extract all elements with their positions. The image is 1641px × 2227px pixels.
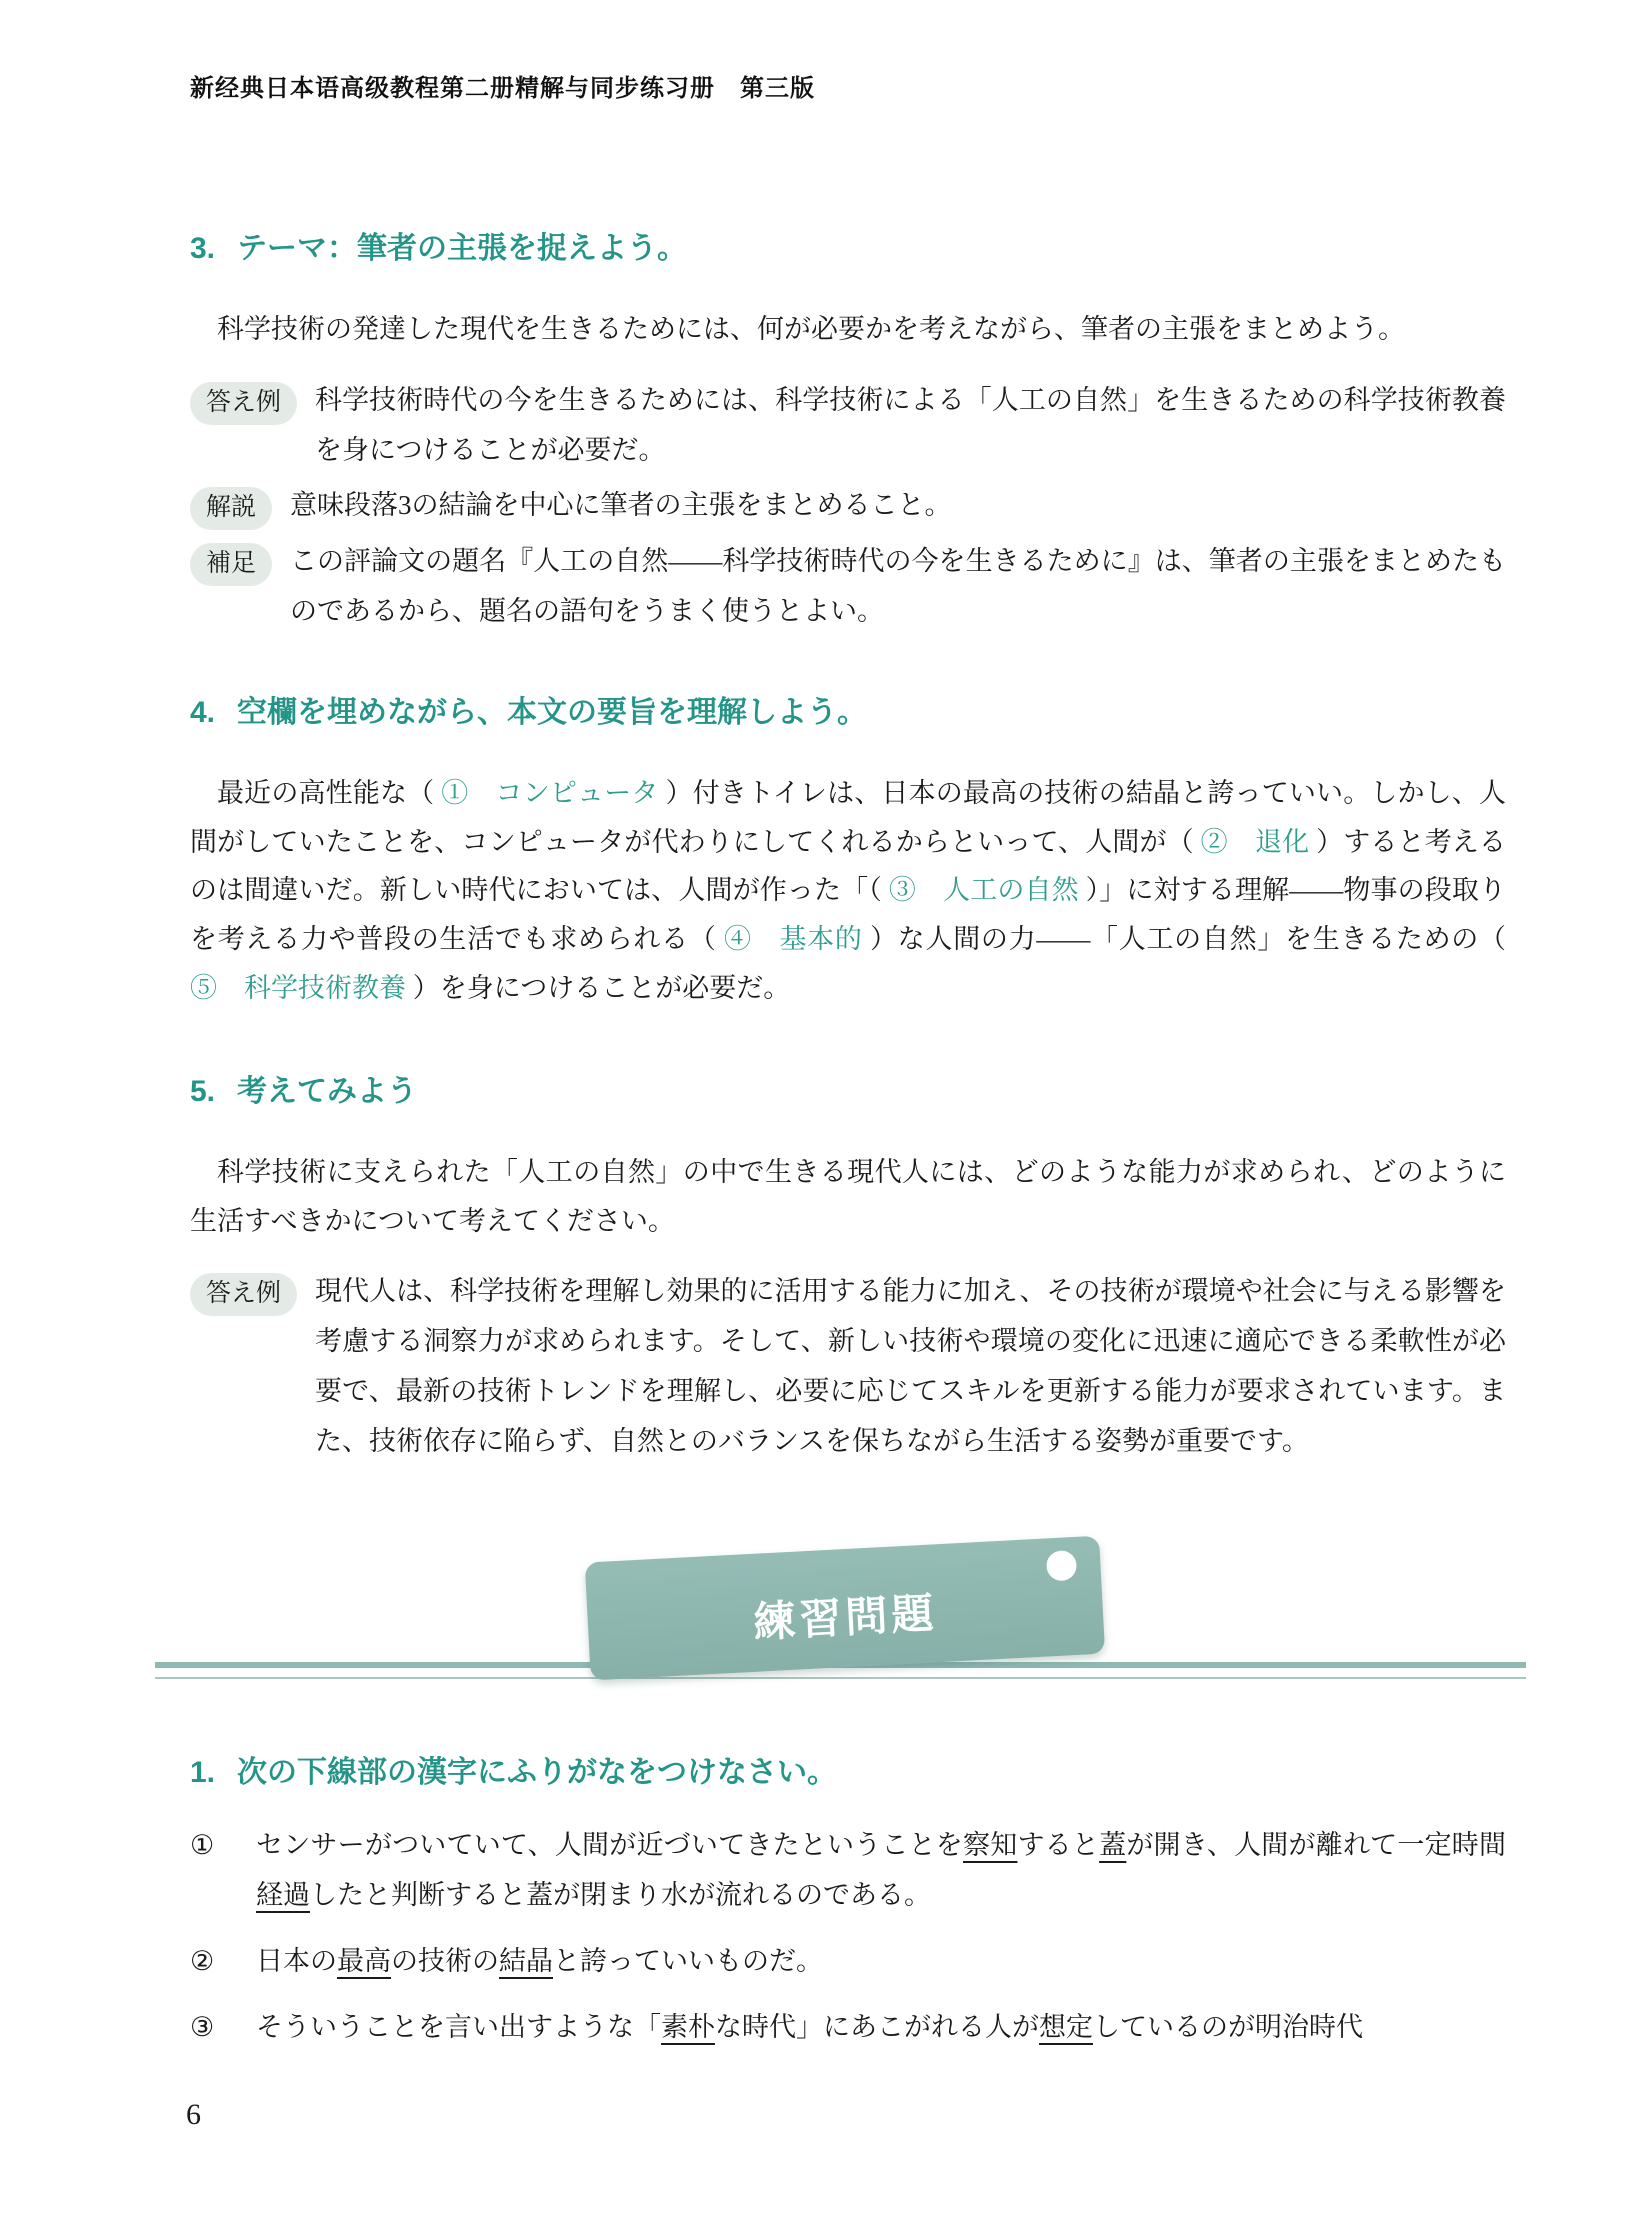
supplement-text: この評論文の題名『人工の自然——科学技術時代の今を生きるために』は、筆者の主張をまとめたものであるから、題名の語句をうまく使うとよい。 (290, 546, 1506, 627)
text-segment: 最近の高性能な（ (217, 778, 442, 809)
section-3-heading (190, 231, 1506, 267)
text-segment: ）」に対する理解——物事の段取りを考える力や普段の生活でも求められる（ (190, 875, 1507, 955)
text-segment: そういうことを言い出すような「 (256, 2012, 661, 2042)
section-3-number: 3. (190, 232, 216, 265)
answer-example-text: 科学技術時代の今を生きるためには、科学技術による「人工の自然」を生きるための科学技術教養を身につけることが必要だ。 (315, 384, 1506, 465)
section-4-paragraph (190, 769, 1506, 1012)
underlined-word: 最高 (337, 1946, 391, 1977)
item-text (256, 2003, 1506, 2053)
text-segment: ）な人間の力——「人工の自然」を生きるための（ (862, 924, 1507, 955)
item-text (256, 1937, 1506, 1987)
divider-thin-line (155, 1677, 1526, 1679)
banner-title: 練習問題 (752, 1589, 939, 1647)
text-segment: が開き、人間が離れて一定時間 (1126, 1830, 1507, 1861)
section-3-title: テーマ：筆者の主張を捉えよう。 (237, 232, 688, 265)
book-header-title: 新经典日本语高级教程第二册精解与同步练习册 第三版 (190, 75, 815, 102)
underlined-word: 蓋 (1099, 1830, 1127, 1861)
answer-example-label: 答え例 (190, 382, 297, 425)
supplement-label: 補足 (190, 543, 272, 586)
underlined-word: 経過 (256, 1880, 310, 1911)
item-marker: ① (190, 1830, 215, 1861)
underlined-word: 素朴 (661, 2012, 715, 2042)
text-segment: したと判断すると蓋が閉まり水が流れるのである。 (310, 1880, 931, 1911)
text-segment: 日本の (256, 1946, 337, 1977)
explanation-text: 意味段落3の結論を中心に筆者の主張をまとめること。 (290, 490, 952, 521)
answer-text: ⑤ 科学技術教養 (190, 972, 406, 1003)
text-segment: すると (1017, 1830, 1100, 1861)
section-5-heading (190, 1074, 1506, 1110)
section-4-title: 空欄を埋めながら、本文の要旨を理解しよう。 (237, 696, 868, 730)
answer-text: ④ 基本的 (724, 924, 863, 955)
section-3-intro: 科学技術の発達した現代を生きるためには、何が必要かを考えながら、筆者の主張をまとめよう。 (217, 314, 1405, 344)
exercise-1-number: 1. (190, 1756, 216, 1790)
list-item (190, 2003, 1506, 2053)
text-segment: しているのが明治時代 (1093, 2012, 1363, 2042)
section-5-intro: 科学技術に支えられた「人工の自然」の中で生きる現代人には、どのような能力が求められ、どのように生活すべきかについて考えてください。 (190, 1157, 1506, 1236)
section-5-number: 5. (190, 1075, 216, 1109)
page-number: 6 (186, 2098, 201, 2131)
text-segment: ）付きトイレは、日本の最高の技術の結晶と誇っていい。しかし、人間がしていたことを、コンピュータが代わりにしてくれるからといって、人間が（ (190, 778, 1507, 857)
underlined-word: 結晶 (499, 1946, 553, 1977)
explanation-label: 解説 (190, 487, 272, 530)
text-segment: と誇っていいものだ。 (553, 1946, 823, 1977)
exercise-1-title: 次の下線部の漢字にふりがなをつけなさい。 (237, 1756, 838, 1790)
text-segment: ）を身につけることが必要だ。 (406, 972, 791, 1003)
supplement-entry (190, 537, 1506, 637)
answer-example-text: 現代人は、科学技術を理解し効果的に活用する能力に加え、その技術が環境や社会に与える影響を考慮する洞察力が求められます。そして、新しい技術や環境の変化に迅速に適応できる柔軟性が必要で、最新の技術トレンドを理解し、必要に応じてスキルを更新する能力が要求されています。また、技術依存に陥らず、自然とのバランスを保ちながら生活する姿勢が重要です。 (315, 1276, 1506, 1457)
section-4-number: 4. (190, 696, 216, 730)
explanation-entry (190, 481, 1506, 531)
practice-problems-banner (190, 1521, 1506, 1699)
list-item (190, 1937, 1506, 1987)
item-marker: ③ (190, 2012, 215, 2042)
answer-text: ③ 人工の自然 (888, 875, 1079, 906)
answer-example-label: 答え例 (190, 1273, 297, 1316)
text-segment: な時代」にあこがれる人が (715, 2012, 1039, 2042)
underlined-word: 想定 (1039, 2012, 1093, 2042)
section-5-title: 考えてみよう (237, 1075, 418, 1109)
list-item (190, 1821, 1506, 1921)
banner-tag (585, 1536, 1105, 1681)
text-segment: の技術の (391, 1946, 499, 1977)
answer-example-entry (190, 376, 1506, 476)
page-content (190, 68, 1506, 2069)
item-marker: ② (190, 1946, 215, 1977)
section-3-entries (190, 376, 1506, 638)
section-5-entries (190, 1267, 1506, 1467)
banner-pin-hole-icon (1046, 1550, 1078, 1582)
answer-text: ② 退化 (1200, 826, 1310, 857)
answer-example-entry (190, 1267, 1506, 1467)
underlined-word: 察知 (963, 1830, 1018, 1861)
text-segment: ）すると考えるのは間違いだ。新しい時代においては、人間が作った「（ (190, 826, 1507, 906)
exercise-1-heading (190, 1755, 1506, 1791)
exercise-1-items (190, 1821, 1506, 2053)
answer-text: ① コンピュータ (441, 778, 659, 809)
section-4-heading (190, 695, 1506, 731)
item-text (256, 1821, 1506, 1921)
text-segment: センサーがついていて、人間が近づいてきたということを (256, 1830, 964, 1861)
